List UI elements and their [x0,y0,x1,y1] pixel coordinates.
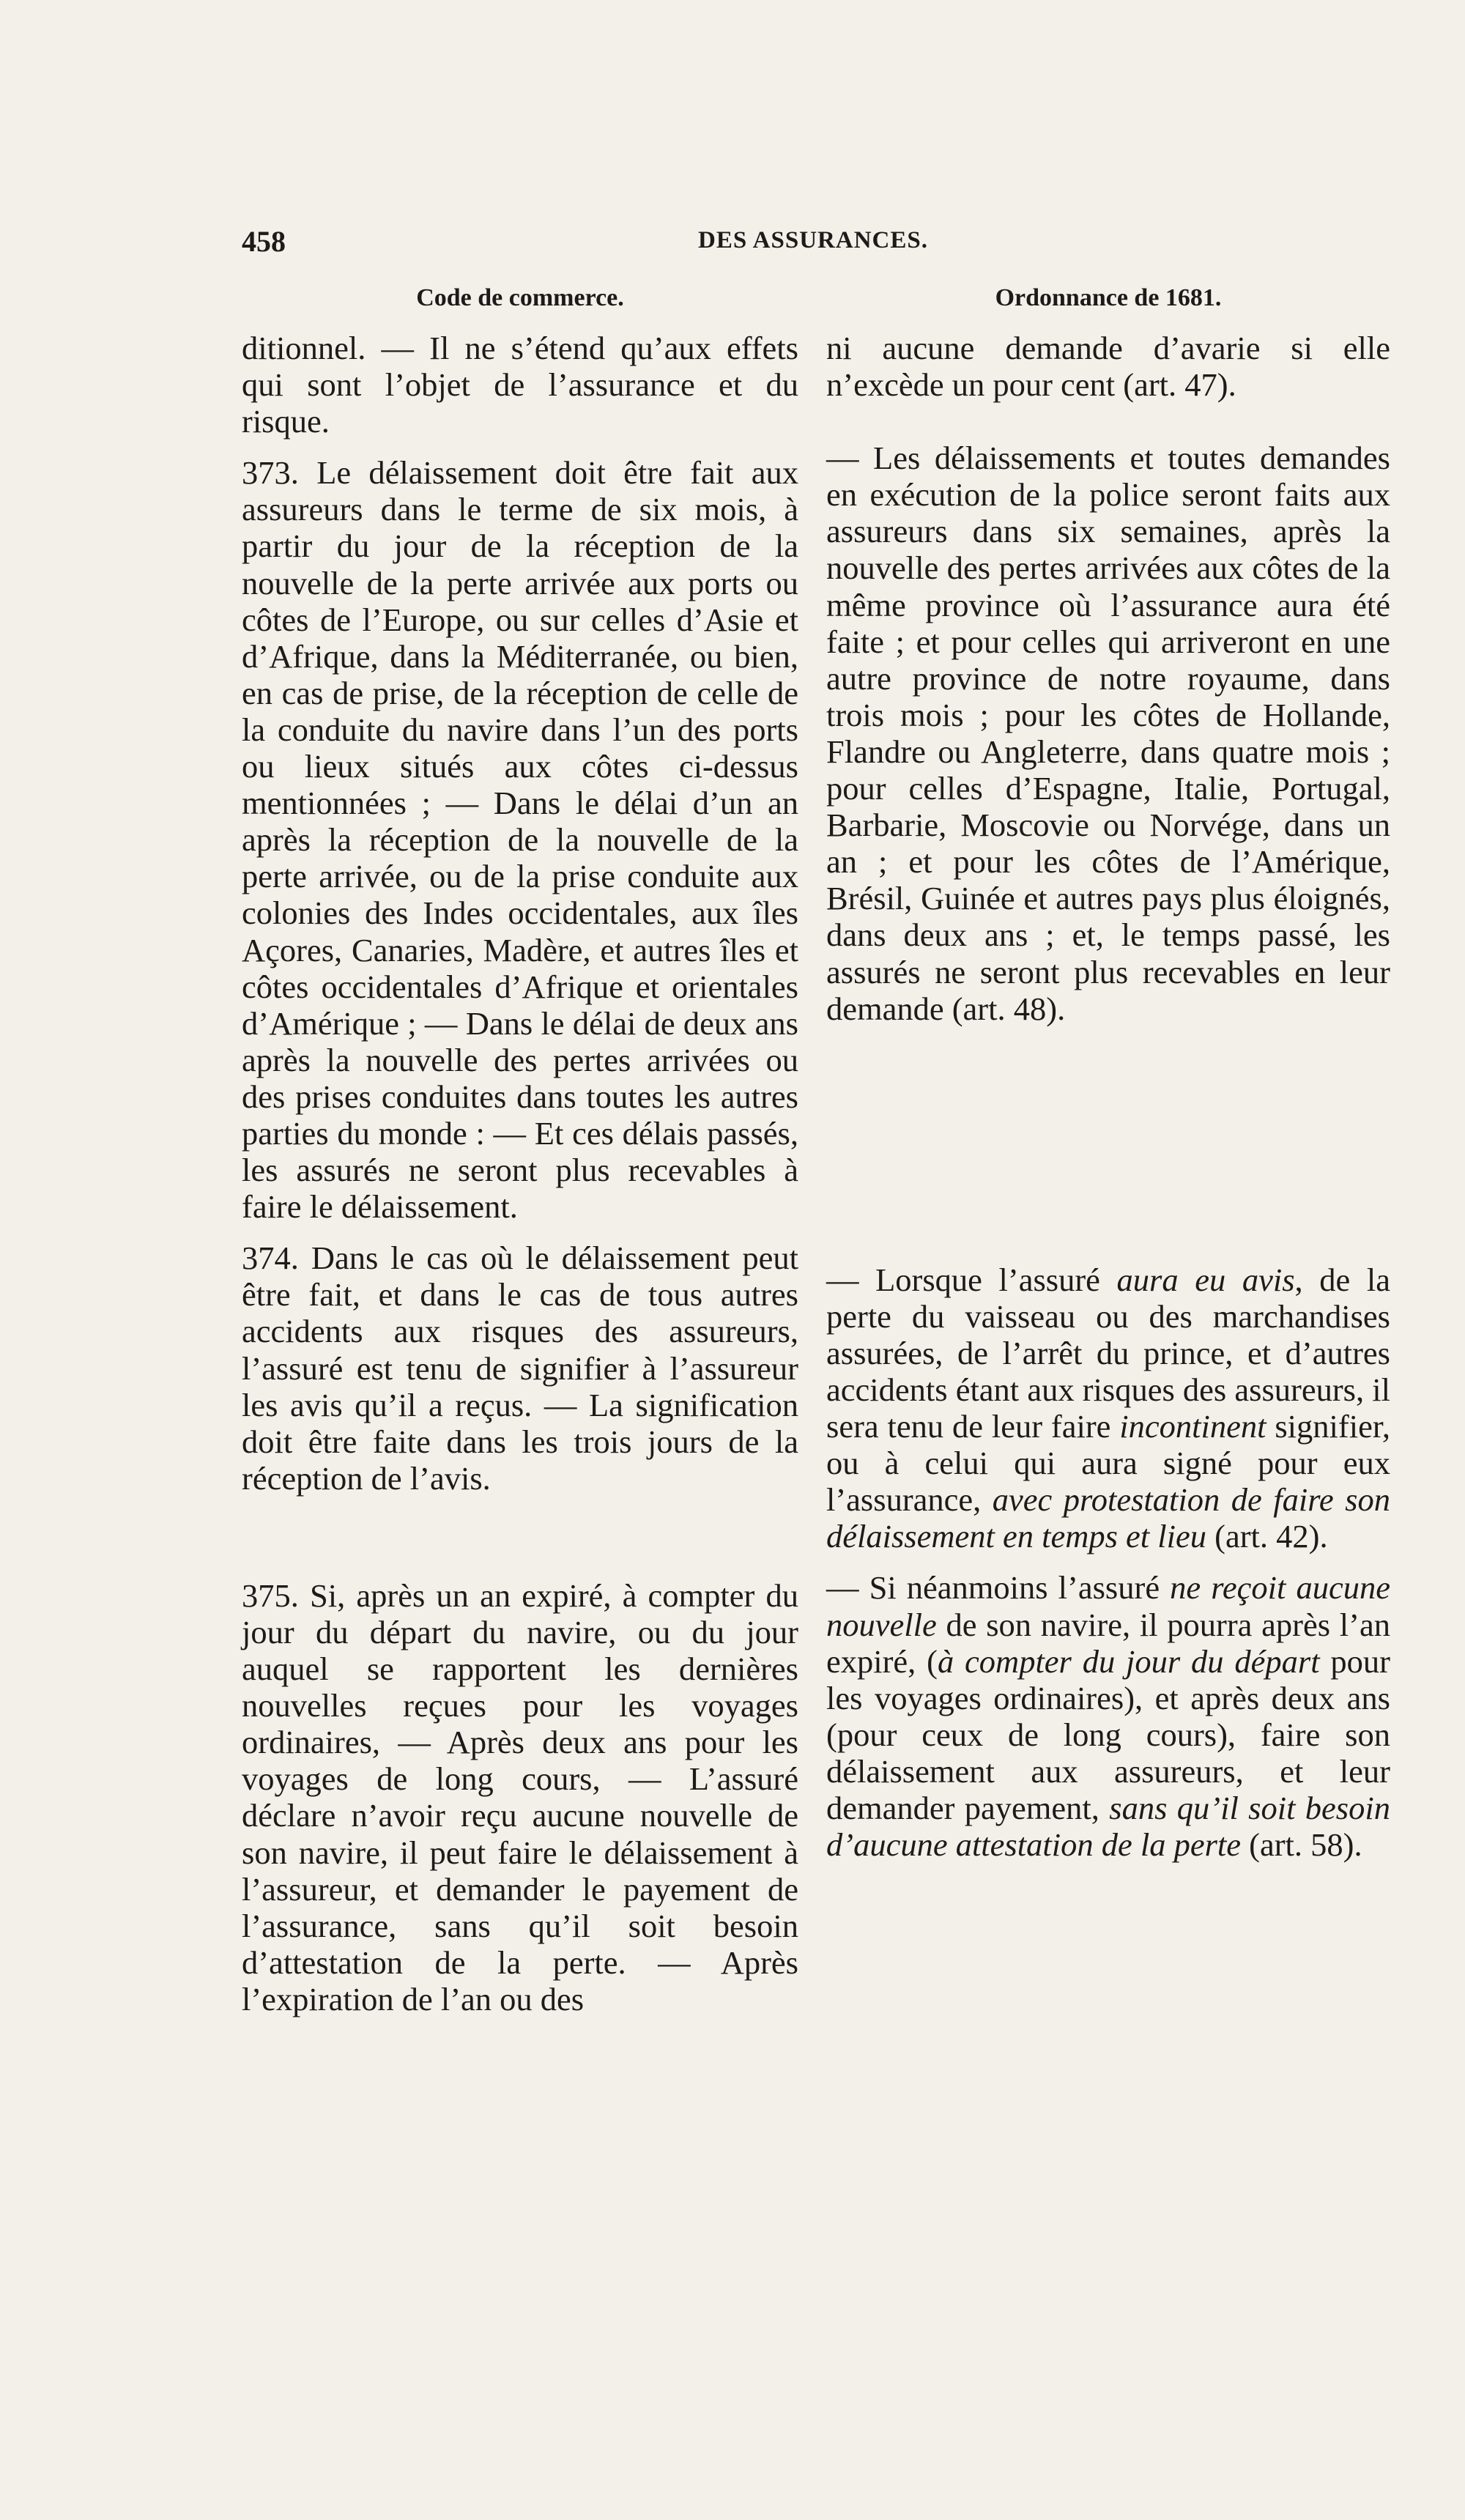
text-run: (art. 42). [1206,1518,1328,1555]
article-373 [242,454,798,1225]
text-run: — Si néanmoins l’assuré [826,1569,1171,1606]
article-text: Dans le cas où le délaissement peut être fait, et dans le cas de tous autres accidents aux risques des assureurs, l’assuré est tenu de signifier à l’assureur les avis qu’il a reçus. — La signification doit être faite dans les trois jours de la réception de l’avis. [242,1239,798,1497]
article-375 [242,1577,798,2017]
page-header [242,224,1384,268]
article-text: Le délaissement doit être fait aux assureurs dans le terme de six mois, à partir du jour de la réception de la nouvelle de la perte arrivée aux ports ou côtes de l’Europe, ou sur celles d’Asie et d’Afrique, dans la Méditerranée, ou bien, en cas de prise, de la réception de celle de la conduite du navire dans l’un des ports ou lieux situés aux côtes ci-dessus mentionnées ; — Dans le délai d’un an après la réception de la nouvelle de la perte arrivée, ou de la prise conduite aux colonies des Indes occidentales, aux îles Açores, Canaries, Madère, et autres îles et côtes occidentales d’Afrique et orientales d’Amérique ; — Dans le délai de deux ans après la nouvelle des pertes arrivées ou des prises conduites dans toutes les autres parties du monde : — Et ces délais passés, les assurés ne seront plus recevables à faire le délaissement. [242,454,798,1226]
left-column [242,330,798,2017]
italic-run: sans qu’il soit besoin d’aucune attestation de la perte [826,1790,1390,1864]
text-run: (art. 58). [1241,1826,1362,1864]
right-column [826,330,1390,1863]
text-run: — Lorsque l’assuré [826,1261,1117,1298]
right-paragraph-continuation: ni aucune demande d’avarie si elle n’excède un pour cent (art. 47). [826,330,1390,404]
text-run: pour les voyages ordinaires), et après deux ans (pour ceux de long cours), faire son délaissement aux assureurs, et leur demander payement, [826,1642,1390,1826]
article-number: 374. [242,1239,299,1277]
italic-run: ne reçoit aucune nouvelle [826,1569,1390,1643]
ordinance-delaissement-paragraph: — Les délaissements et toutes demandes en exécution de la police seront faits aux assureurs dans six semaines, après la nouvelle des pertes arrivées aux côtes de la même province où l’assurance aura été faite ; et pour celles qui arriveront en une autre province de notre royaume, dans trois mois ; pour les côtes de Hollande, Flandre ou Angleterre, dans quatre mois ; pour celles d’Espagne, Italie, Portugal, Barbarie, Moscovie ou Norvége, dans un an ; et pour les côtes de l’Amérique, Brésil, Guinée et autres pays plus éloignés, dans deux ans ; et, le temps passé, les assurés ne seront plus recevables en leur demande (art. 48). [826,440,1390,1027]
ordinance-avis-paragraph [826,1261,1390,1555]
article-374 [242,1239,798,1497]
ordinance-nouvelle-paragraph [826,1569,1390,1863]
italic-run: incontinent [1119,1408,1266,1445]
text-run: signifier, ou à celui qui aura signé pour eux l’assurance, [826,1408,1390,1519]
page-number: 458 [242,225,286,258]
left-column-heading: Code de commerce. [416,284,624,311]
italic-run: aura eu avis [1116,1261,1295,1298]
article-number: 373. [242,454,299,492]
article-text: Si, après un an expiré, à compter du jour du départ du navire, ou du jour auquel se rapportent les dernières nouvelles reçues pour les voyages ordinaires, — Après deux ans pour les voyages de long cours, — L’assuré déclare n’avoir reçu aucune nouvelle de son navire, il peut faire le délaissement à l’assureur, et demander le payement de l’assurance, sans qu’il soit besoin d’attestation de la perte. — Après l’expiration de l’an ou des [242,1576,798,2017]
running-title: DES ASSURANCES. [698,227,928,253]
text-run: de son navire, il pourra après l’an expiré, ( [826,1606,1390,1680]
italic-run: avec protestation de faire son délaissement en temps et lieu [826,1481,1390,1555]
right-column-heading: Ordonnance de 1681. [995,284,1222,311]
text-run: , de la perte du vaisseau ou des marchandises assurées, de l’arrêt du prince, et d’autres accidents étant aux risques des assureurs, il sera tenu de leur faire [826,1261,1390,1445]
article-number: 375. [242,1576,299,1614]
italic-run: à compter du jour du départ [937,1642,1320,1680]
left-paragraph-continuation: ditionnel. — Il ne s’étend qu’aux effets qui sont l’objet de l’assurance et du risque. [242,330,798,440]
